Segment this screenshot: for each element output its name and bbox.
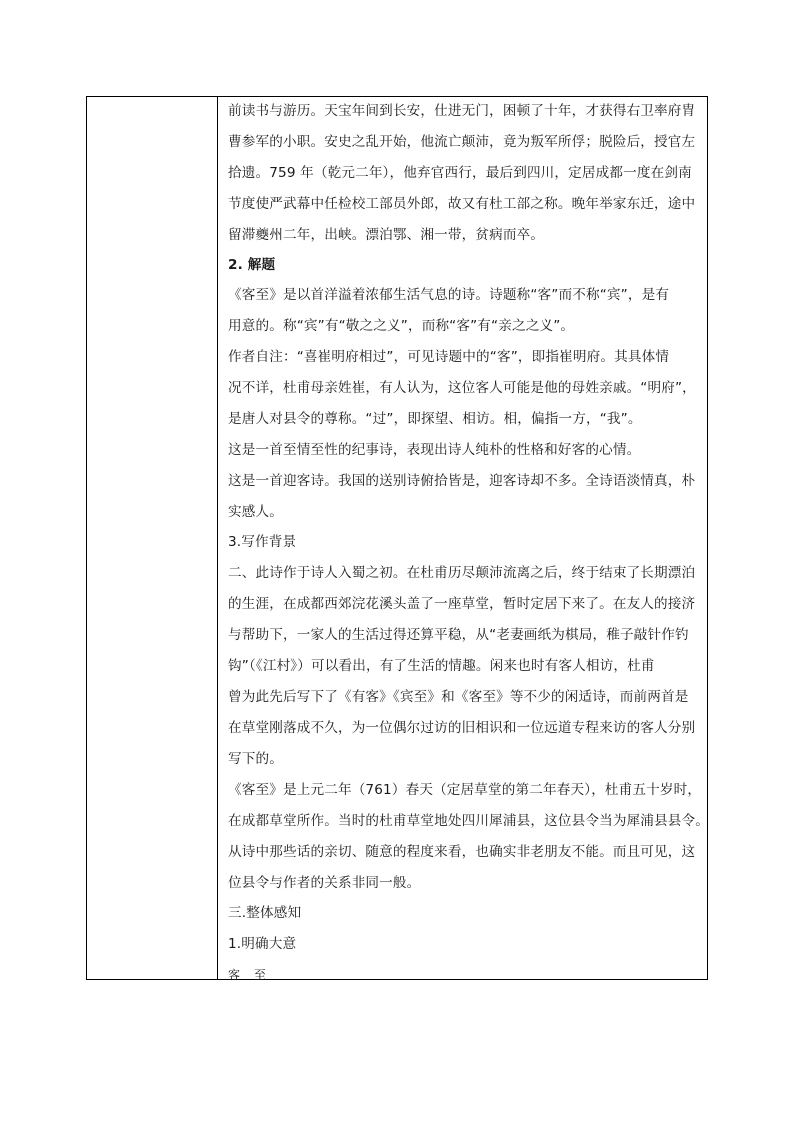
text-line: 写下的。: [228, 751, 283, 767]
section-heading: 3.写作背景: [228, 534, 297, 550]
poem-title: 客 至: [228, 968, 271, 982]
text-line: 用意的。称“宾”有“敬之之义”，而称“客”有“亲之之义”。: [228, 318, 575, 334]
text-line: 曾为此先后写下了《有客》《宾至》和《客至》等不少的闲适诗，而前两首是: [228, 689, 689, 705]
text-line: 况不详，杜甫母亲姓崔，有人认为，这位客人可能是他的母姓亲戚。“明府”，: [228, 380, 696, 396]
text-line: 《客至》是上元二年（761）春天（定居草堂的第二年春天），杜甫五十岁时，: [228, 782, 702, 798]
text-line: 曹参军的小职。安史之乱开始，他流亡颠沛，竟为叛军所俘；脱险后，授官左: [228, 134, 696, 150]
text-line: 作者自注：“喜崔明府相过”，可见诗题中的“客”，即指崔明府。其具体情: [228, 349, 670, 365]
text-line: 与帮助下，一家人的生活过得还算平稳，从“老妻画纸为棋局，稚子敲针作钓: [228, 627, 689, 643]
text-line: 钩”（《江村》）可以看出，有了生活的情趣。闲来也时有客人相访，杜甫: [228, 658, 655, 674]
section-heading: 2. 解题: [228, 257, 276, 273]
text-line: 在成都草堂所作。当时的杜甫草堂地处四川犀浦县，这位县令当为犀浦县县令。: [228, 813, 710, 829]
text-line: 留滞夔州二年，出峡。漂泊鄂、湘一带，贫病而卒。: [228, 227, 545, 243]
table-left-cell: [87, 97, 218, 979]
text-line: 是唐人对县令的尊称。“过”，即探望、相访。相，偏指一方，“我”。: [228, 411, 642, 427]
text-line: 前读书与游历。天宝年间到长安，仕进无门，困顿了十年，才获得右卫率府胄: [228, 103, 696, 119]
content-table: [86, 96, 708, 980]
text-line: 拾遗。759 年（乾元二年），他弃官西行，最后到四川，定居成都一度在剑南: [228, 165, 692, 181]
text-line: 的生涯，在成都西郊浣花溪头盖了一座草堂，暂时定居下来了。在友人的接济: [228, 596, 696, 612]
text-line: 在草堂刚落成不久，为一位偶尔过访的旧相识和一位远道专程来访的客人分别: [228, 720, 696, 736]
subsection-heading: 1.明确大意: [228, 936, 297, 952]
text-line: 《客至》是以首洋溢着浓郁生活气息的诗。诗题称“客”而不称“宾”，是有: [228, 287, 670, 303]
text-line: 从诗中那些话的亲切、随意的程度来看，也确实非老朋友不能。而且可见，这: [228, 844, 696, 860]
table-right-cell: [218, 97, 710, 982]
text-line: 实感人。: [228, 504, 283, 520]
text-line: 位县令与作者的关系非同一般。: [228, 875, 421, 891]
text-line: 这是一首迎客诗。我国的送别诗俯拾皆是，迎客诗却不多。全诗语淡情真，朴: [228, 473, 696, 489]
text-line: 二、此诗作于诗人入蜀之初。在杜甫历尽颠沛流离之后，终于结束了长期漂泊: [228, 565, 696, 581]
text-line: 节度使严武幕中任检校工部员外郎，故又有杜工部之称。晚年举家东迁，途中: [228, 196, 696, 212]
section-heading: 三.整体感知: [228, 905, 302, 921]
text-line: 这是一首至情至性的纪事诗，表现出诗人纯朴的性格和好客的心情。: [228, 442, 641, 458]
